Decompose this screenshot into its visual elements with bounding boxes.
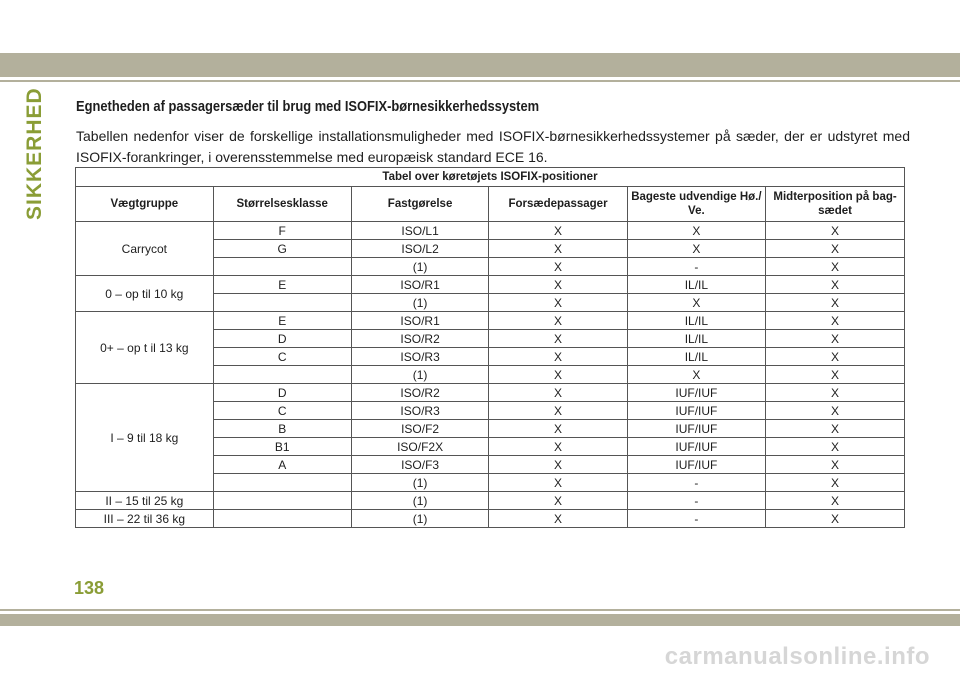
table-title-row [76, 168, 905, 187]
col-header-rear-outboard: Bageste udvendige Hø./ Ve. [627, 187, 765, 222]
table-cell [213, 366, 351, 384]
table-cell: D [213, 384, 351, 402]
table-cell: X [766, 438, 905, 456]
table-cell: IL/IL [627, 312, 765, 330]
table-cell: X [489, 402, 627, 420]
table-cell: X [766, 510, 905, 528]
table-cell: ISO/R1 [351, 312, 489, 330]
table-cell: (1) [351, 510, 489, 528]
table-cell: - [627, 492, 765, 510]
table-cell: ISO/L1 [351, 222, 489, 240]
table-cell: IUF/IUF [627, 420, 765, 438]
table-cell: ISO/R3 [351, 402, 489, 420]
table-cell: ISO/R1 [351, 276, 489, 294]
table-cell: F [213, 222, 351, 240]
table-cell: IUF/IUF [627, 402, 765, 420]
table-cell: X [489, 276, 627, 294]
table-cell: X [627, 294, 765, 312]
page-number: 138 [74, 578, 105, 598]
table-cell: X [489, 258, 627, 276]
table-cell: IUF/IUF [627, 438, 765, 456]
table-cell: X [766, 222, 905, 240]
table-cell: B [213, 420, 351, 438]
table-cell: X [766, 312, 905, 330]
table-row [76, 276, 905, 294]
table-cell: ISO/R3 [351, 348, 489, 366]
table-cell: X [766, 258, 905, 276]
table-cell: ISO/R2 [351, 384, 489, 402]
table-cell: - [627, 258, 765, 276]
table-cell: X [489, 222, 627, 240]
table-cell [213, 258, 351, 276]
col-header-weight-group: Vægtgruppe [76, 187, 214, 222]
table-cell: X [766, 492, 905, 510]
table-cell: X [627, 240, 765, 258]
table-cell: X [766, 348, 905, 366]
top-decor-line [0, 80, 960, 82]
table-cell: X [766, 474, 905, 492]
col-header-rear-center: Midterposition på bag-sædet [766, 187, 905, 222]
table-cell: X [766, 240, 905, 258]
table-cell: X [766, 456, 905, 474]
table-cell: E [213, 276, 351, 294]
table-cell: X [489, 366, 627, 384]
section-heading: Egnetheden af passagersæder til brug med ISOFIX-børnesikkerhedssystem [76, 98, 540, 115]
table-title: Tabel over køretøjets ISOFIX-positioner [76, 168, 905, 187]
table-cell: E [213, 312, 351, 330]
table-cell: X [489, 474, 627, 492]
table-cell: IUF/IUF [627, 384, 765, 402]
table-cell: G [213, 240, 351, 258]
table-cell: - [627, 510, 765, 528]
table-body [76, 222, 905, 528]
table-cell: X [627, 222, 765, 240]
table-cell: C [213, 348, 351, 366]
table-cell: ISO/F2X [351, 438, 489, 456]
weight-group-cell: II – 15 til 25 kg [76, 492, 214, 510]
table-cell [213, 492, 351, 510]
table-cell [213, 474, 351, 492]
table-cell: X [766, 420, 905, 438]
table-cell: ISO/R2 [351, 330, 489, 348]
table-cell: (1) [351, 258, 489, 276]
table-row [76, 312, 905, 330]
col-header-size-class: Størrelsesklasse [213, 187, 351, 222]
table-cell: X [489, 294, 627, 312]
table-cell: IUF/IUF [627, 456, 765, 474]
table-cell: - [627, 474, 765, 492]
table-cell: X [489, 510, 627, 528]
table-cell: X [766, 330, 905, 348]
table-cell: X [489, 492, 627, 510]
bottom-decor-line [0, 609, 960, 611]
table-cell: (1) [351, 366, 489, 384]
table-cell: X [489, 420, 627, 438]
table-cell: ISO/F2 [351, 420, 489, 438]
table-cell: X [766, 402, 905, 420]
isofix-table [75, 167, 905, 528]
table-cell: X [489, 312, 627, 330]
table-cell: C [213, 402, 351, 420]
table-header-row [76, 187, 905, 222]
bottom-decor-band [0, 614, 960, 626]
table-cell: X [489, 348, 627, 366]
table-cell [213, 510, 351, 528]
table-cell: IL/IL [627, 348, 765, 366]
weight-group-cell: I – 9 til 18 kg [76, 384, 214, 492]
table-cell: A [213, 456, 351, 474]
table-cell: (1) [351, 492, 489, 510]
table-row [76, 222, 905, 240]
weight-group-cell: 0+ – op t il 13 kg [76, 312, 214, 384]
intro-paragraph: Tabellen nedenfor viser de forskellige installationsmuligheder med ISOFIX-børnesikkerhedssystemer på sæder, der er udstyret med ISOFIX-forankringer, i overensstemmelse med europæisk standard ECE 16. [76, 128, 910, 165]
table-cell: (1) [351, 294, 489, 312]
table-row [76, 510, 905, 528]
top-decor-band [0, 53, 960, 77]
table-cell: X [766, 366, 905, 384]
table-cell: X [489, 384, 627, 402]
table-cell: X [489, 240, 627, 258]
table-cell: X [627, 366, 765, 384]
weight-group-cell: III – 22 til 36 kg [76, 510, 214, 528]
table-cell: IL/IL [627, 276, 765, 294]
table-cell: ISO/L2 [351, 240, 489, 258]
table-cell: X [489, 330, 627, 348]
watermark: carmanualsonline.info [664, 643, 930, 670]
weight-group-cell: Carrycot [76, 222, 214, 276]
col-header-front-passenger: Forsædepassager [489, 187, 627, 222]
table-row [76, 384, 905, 402]
table-cell: X [489, 456, 627, 474]
table-cell: (1) [351, 474, 489, 492]
table-cell: B1 [213, 438, 351, 456]
section-side-label-text: SIKKERHED [23, 87, 46, 220]
table-cell: X [766, 294, 905, 312]
col-header-fixture: Fastgørelse [351, 187, 489, 222]
table-cell: X [766, 276, 905, 294]
table-cell [213, 294, 351, 312]
table-cell: IL/IL [627, 330, 765, 348]
table-cell: ISO/F3 [351, 456, 489, 474]
table-cell: X [766, 384, 905, 402]
table-cell: X [489, 438, 627, 456]
weight-group-cell: 0 – op til 10 kg [76, 276, 214, 312]
table-row [76, 492, 905, 510]
section-side-label [22, 87, 48, 220]
table-cell: D [213, 330, 351, 348]
